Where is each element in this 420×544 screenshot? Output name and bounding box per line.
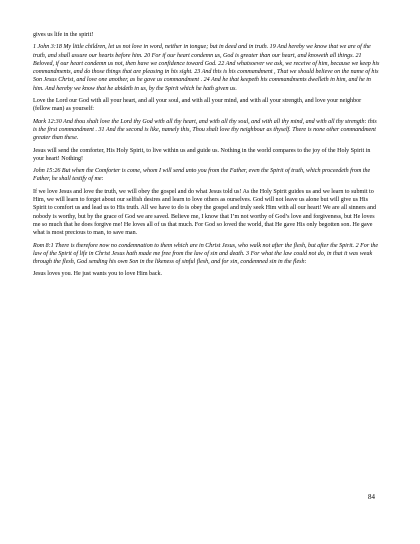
paragraph-love-the-lord: Love the Lord our God with all your heart, and all your soul, and with all your mind, and with all your strength, and love your neighbor (fellow man) as yourself: — [33, 98, 362, 113]
scripture-rom-8-1: Rom 8:1 There is therefore now no condemnation to them which are in Christ Jesus, who walk not after the flesh, but after the Spirit. 2 For the law of the Spirit of life in Christ Jesus hath made me free from the law of sin and death. 3 For what the law could not do, in that it was weak through the flesh, God sending his own Son in the likeness of sinful flesh, and for sin, condemned sin in the flesh: — [33, 242, 379, 266]
paragraph-comforter: Jesus will send the comforter, His Holy Spirit, to live within us and guide us. Nothing in the world compares to the joy of the Holy Spirit in your heart! Nothing! — [33, 147, 371, 162]
paragraph-obey-gospel: If we love Jesus and love the truth, we will obey the gospel and do what Jesus told us! As the Holy Spirit guides us and we learn to submit to Him, we will learn to forget about our selfish desires and learn to love others as ourselves. God will not leave us alone but will give us His Spirit to comfort us and lead us to His truth. All we have to do is obey the gospel and truly seek Him with all our heart! We are all sinners and nobody is worthy, but by the grace of God we are saved. Believe me, I know that I’m not worthy of God’s love and forgiveness, but He loves me so much that he does forgive me! He loves all of us that much. For God so loved the world, that He gave His only begotten son. He gave what is most precious to man, to save man. — [33, 188, 376, 237]
scripture-1-john-3-18: 1 John 3:18 My little children, let us not love in word, neither in tongue; but in deed and in truth. 19 And hereby we know that we are of the truth, and shall assure our hearts before him. 20 For if our heart condemn us, God is greater than our heart, and knoweth all things. 21 Beloved, if our heart condemn us not, then have we confidence toward God. 22 And whatsoever we ask, we receive of him, because we keep his commandments, and do those things that are pleasing in his sight. 23 And this is his commandment , That we should believe on the name of his Son Jesus Christ, and love one another, as he gave us commandment . 24 And he that keepeth his commandments dwelleth in him, and he in him. And hereby we know that he abideth in us, by the Spirit which he hath given us. — [33, 44, 380, 92]
scripture-john-15-26: John 15:26 But when the Comforter is come, whom I will send unto you from the Father, even the Spirit of truth, which proceedeth from the Father, he shall testify of me: — [33, 168, 371, 183]
paragraph-opening: gives us life in the spirit! — [33, 32, 94, 38]
paragraph-closing: Jesus loves you. He just wants you to love Him back. — [33, 271, 162, 278]
page-number: 84 — [368, 493, 375, 501]
document-page — [33, 31, 380, 283]
scripture-mark-12-30: Mark 12:30 And thou shalt love the Lord thy God with all thy heart, and with all thy soul, and with all thy mind, and with all thy strength: this is the first commandment . 31 And the second is like, namely this, Thou shalt love thy neighbour as thyself. There is none other commandment greater than these. — [33, 118, 377, 142]
